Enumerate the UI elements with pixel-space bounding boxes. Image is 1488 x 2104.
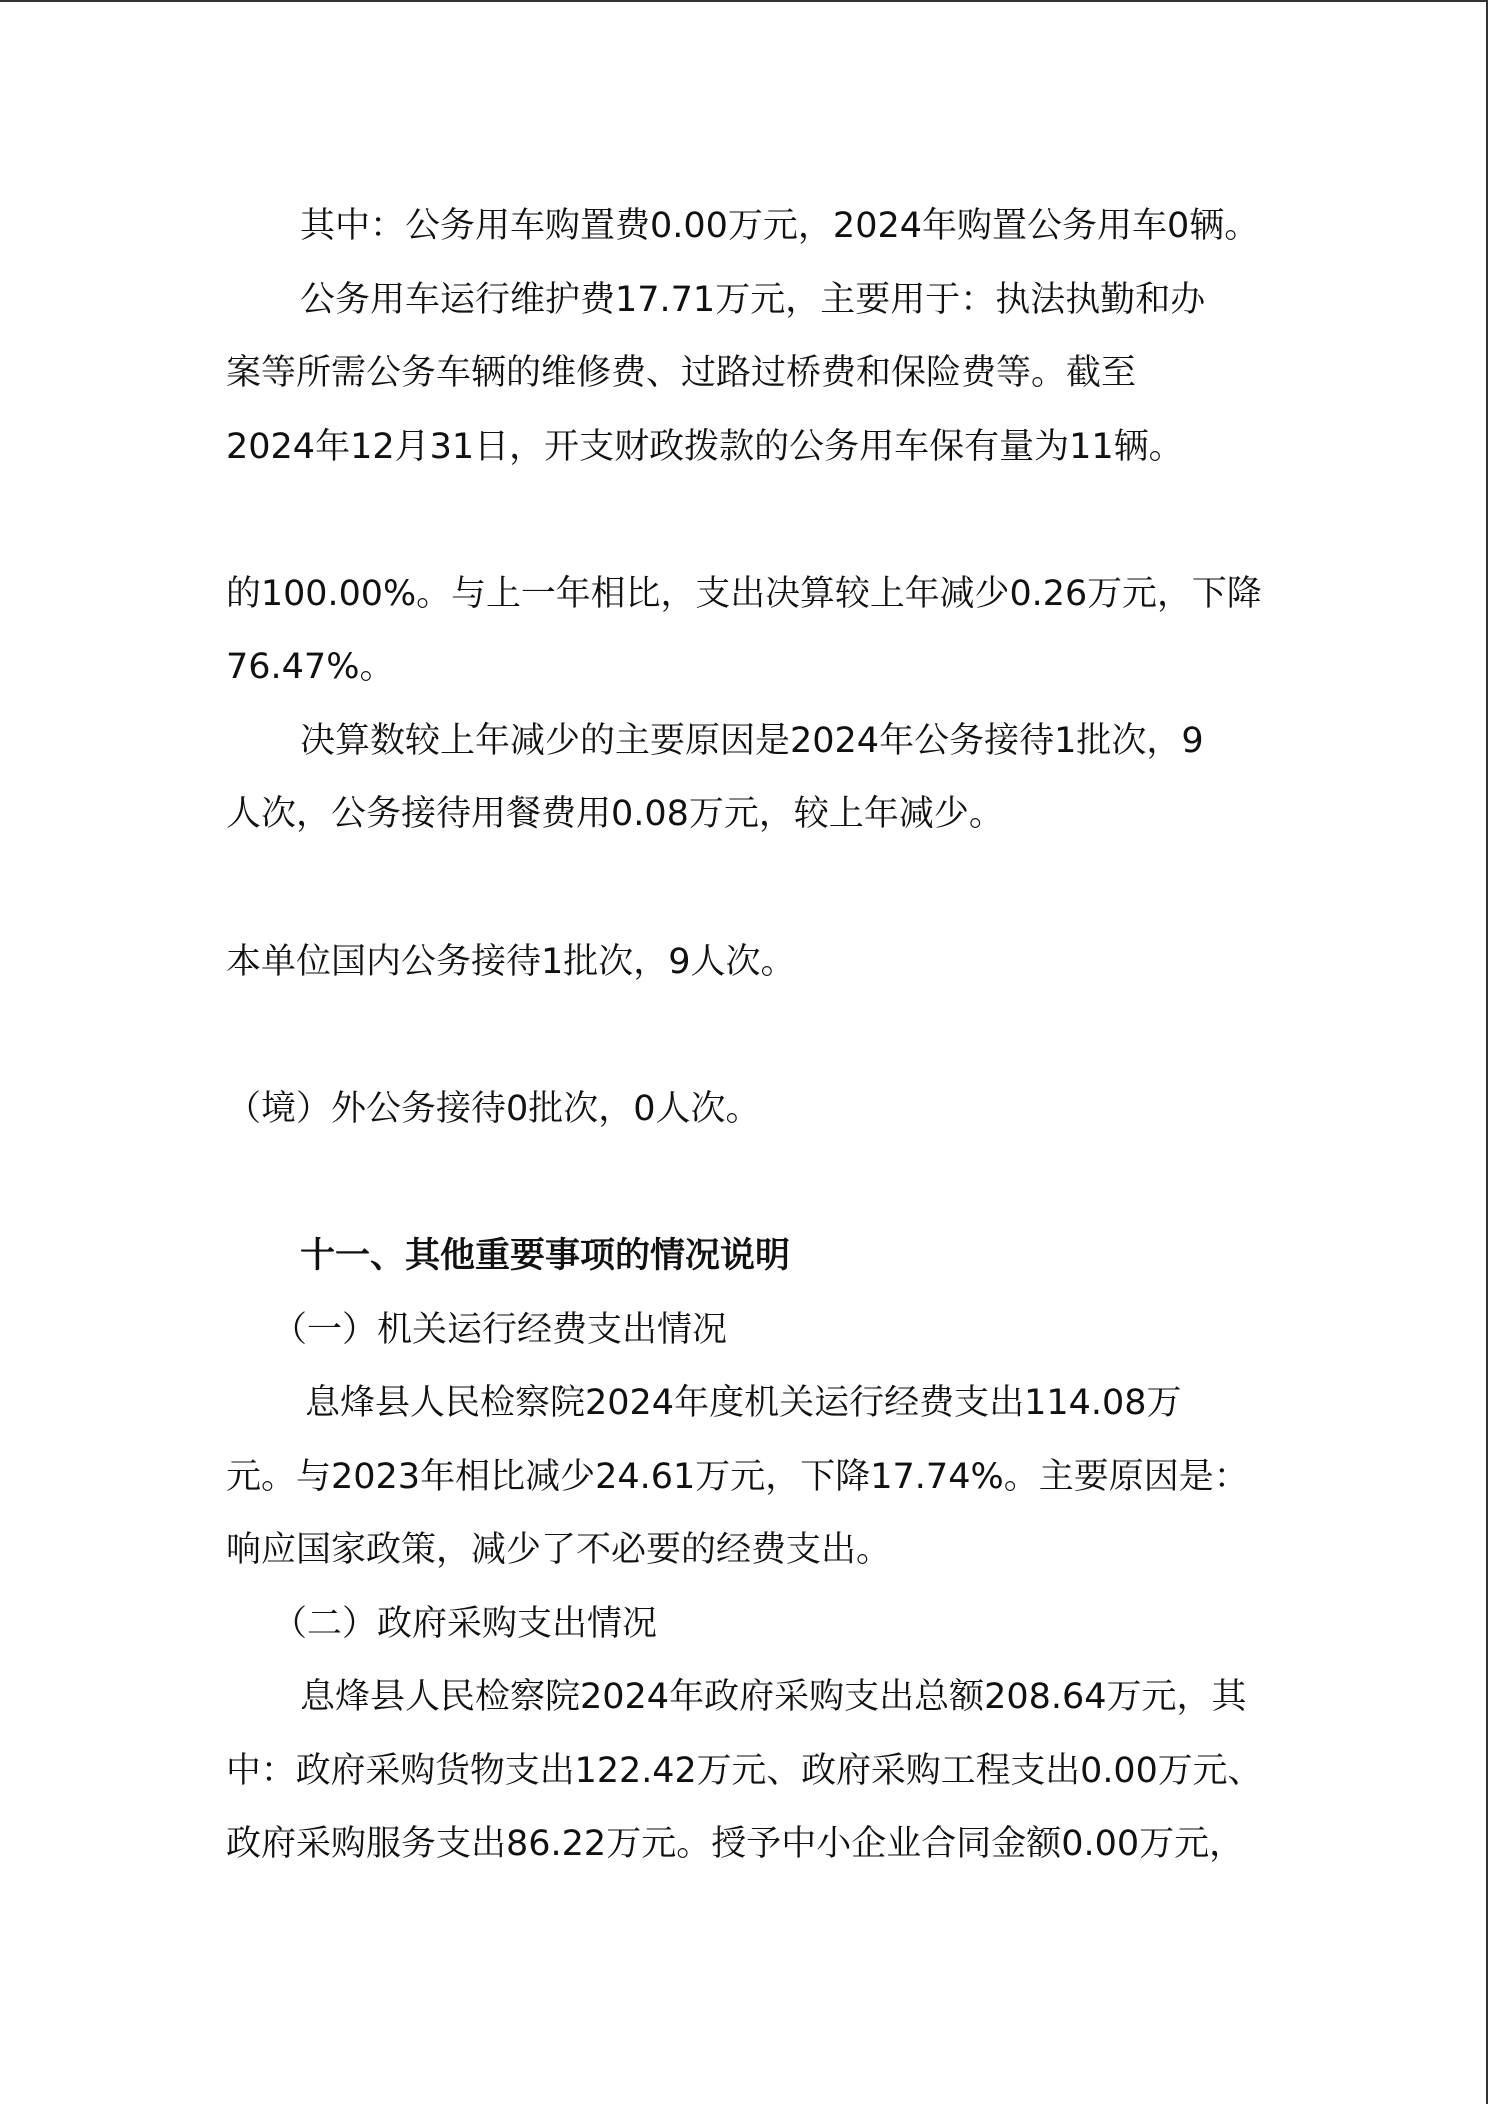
text-line: 政府采购服务支出86.22万元。授予中小企业合同金额0.00万元，	[226, 1824, 1245, 1864]
para-reception-budget	[0, 490, 1488, 550]
text-line: 本单位国内公务接待1批次，9人次。	[226, 942, 796, 982]
subsection-title: （二）政府采购支出情况	[272, 1604, 658, 1644]
text-line: 响应国家政策，减少了不必要的经费支出。	[226, 1530, 892, 1570]
para-procurement	[0, 1667, 1488, 1727]
para-operating-expenses-cont	[0, 1520, 1488, 1580]
text-line: 2024年12月31日，开支财政拨款的公务用车保有量为11辆。	[226, 427, 1184, 467]
para-vehicle-maintenance-cont	[0, 417, 1488, 477]
para-vehicle-maintenance-cont	[0, 343, 1488, 403]
section-title: 十一、其他重要事项的情况说明	[300, 1236, 791, 1276]
para-procurement-cont	[0, 1814, 1488, 1874]
text-line: 中：政府采购货物支出122.42万元、政府采购工程支出0.00万元、	[226, 1751, 1263, 1791]
text-line: 案等所需公务车辆的维修费、过路过桥费和保险费等。截至	[226, 353, 1137, 393]
para-domestic-reception-cont	[0, 932, 1488, 992]
subheading-operating-expenses	[0, 1300, 1488, 1360]
text-line: 76.47%。	[226, 647, 395, 687]
text-line: 元。与2023年相比减少24.61万元，下降17.74%。主要原因是：	[226, 1457, 1249, 1497]
para-reason-cont	[0, 784, 1488, 844]
para-foreign-reception	[0, 1005, 1488, 1065]
para-reason	[0, 711, 1488, 771]
subheading-procurement	[0, 1594, 1488, 1654]
text-line: 息烽县人民检察院2024年度机关运行经费支出114.08万	[305, 1383, 1182, 1423]
text-line: 人次，公务接待用餐费用0.08万元，较上年减少。	[226, 794, 1004, 834]
para-operating-expenses-cont	[0, 1447, 1488, 1507]
para-operating-expenses	[0, 1373, 1488, 1433]
text-line: 其中：公务用车购置费0.00万元，2024年购置公务用车0辆。	[300, 206, 1260, 246]
para-reception-budget-cont	[0, 637, 1488, 697]
text-line: （境）外公务接待0批次，0人次。	[226, 1089, 761, 1129]
subsection-title: （一）机关运行经费支出情况	[272, 1310, 728, 1350]
para-foreign-reception-cont	[0, 1079, 1488, 1139]
text-line: 的100.00%。与上一年相比，支出决算较上年减少0.26万元，下降	[226, 574, 1262, 614]
section-heading-11	[0, 1226, 1488, 1286]
para-vehicle-purchase	[0, 196, 1488, 256]
para-reception-budget-cont	[0, 564, 1488, 624]
text-line: 息烽县人民检察院2024年政府采购支出总额208.64万元，其	[300, 1677, 1247, 1717]
para-procurement-cont	[0, 1741, 1488, 1801]
text-line: 公务用车运行维护费17.71万元，主要用于：执法执勤和办	[300, 280, 1206, 320]
para-domestic-reception	[0, 858, 1488, 918]
text-line: 决算数较上年减少的主要原因是2024年公务接待1批次，9	[300, 721, 1204, 761]
para-vehicle-maintenance	[0, 270, 1488, 330]
